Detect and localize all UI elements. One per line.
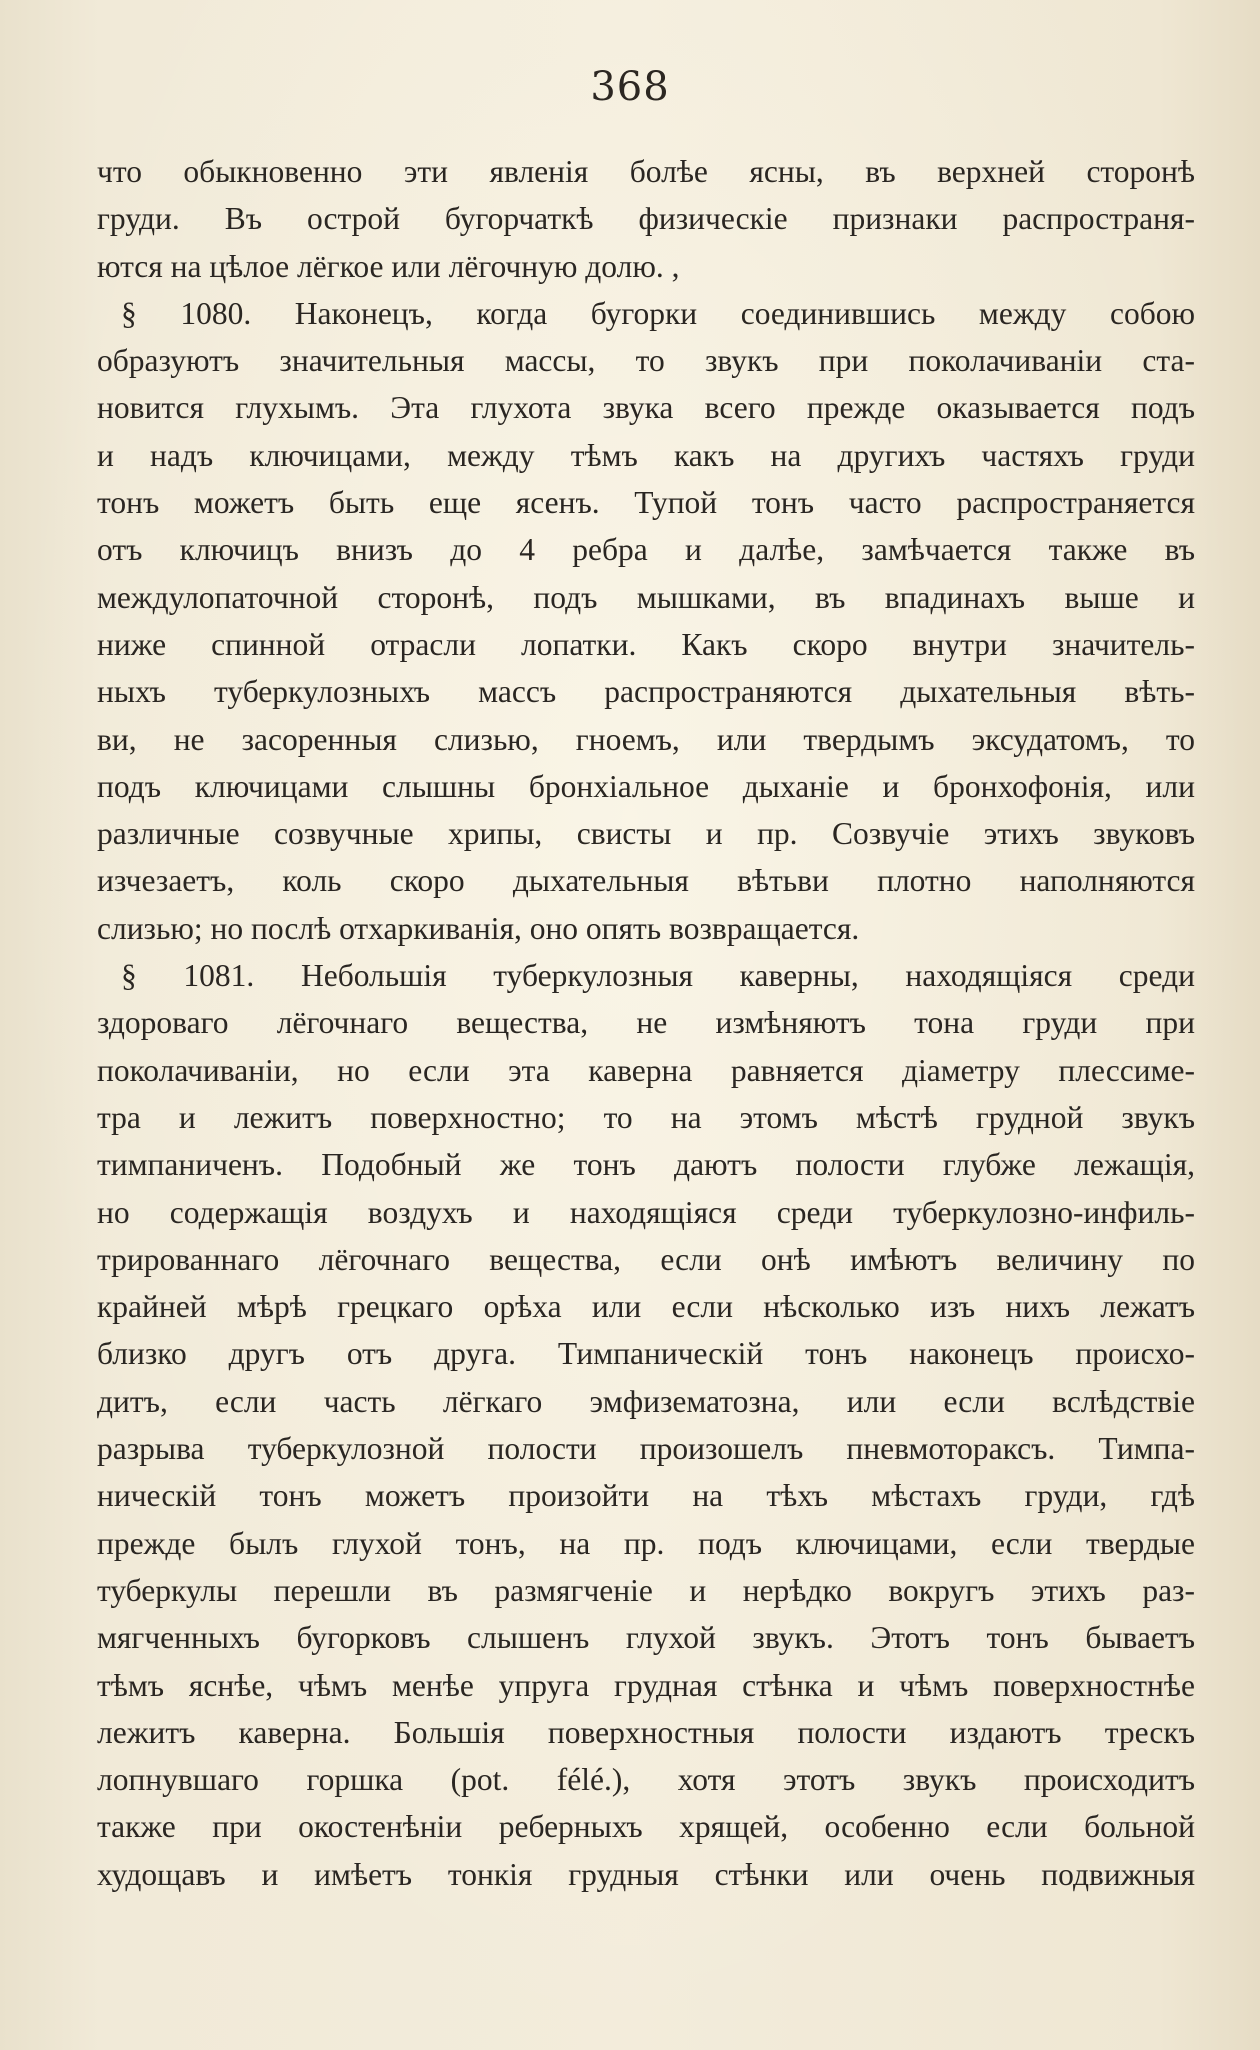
body-text	[97, 148, 1195, 1898]
text-line: различные созвучные хрипы, свисты и пр. Созвучіе этихъ звуковъ	[97, 816, 1195, 852]
text-line: лопнувшаго горшка (pot. félé.), хотя этотъ звукъ происходитъ	[97, 1762, 1195, 1798]
text-line: поколачиваніи, но если эта каверна равняется діаметру плессиме-	[97, 1052, 1195, 1088]
text-line: трированнаго лёгочнаго вещества, если онѣ имѣютъ величину по	[97, 1241, 1195, 1277]
text-line: но содержащія воздухъ и находящіяся среди туберкулозно-инфиль-	[97, 1194, 1195, 1230]
text-line: лежитъ каверна. Большія поверхностныя полости издаютъ трескъ	[97, 1714, 1195, 1750]
text-line: ническій тонъ можетъ произойти на тѣхъ мѣстахъ груди, гдѣ	[97, 1478, 1195, 1514]
text-line: ныхъ туберкулозныхъ массъ распространяются дыхательныя вѣть-	[97, 674, 1195, 710]
text-line: крайней мѣрѣ грецкаго орѣха или если нѣсколько изъ нихъ лежатъ	[97, 1289, 1195, 1325]
text-line: новится глухымъ. Эта глухота звука всего прежде оказывается подъ	[97, 390, 1195, 426]
text-line: дитъ, если часть лёгкаго эмфизематозна, или если вслѣдствіе	[97, 1383, 1195, 1419]
text-line: ви, не засоренныя слизью, гноемъ, или твердымъ эксудатомъ, то	[97, 721, 1195, 757]
text-line: также при окостенѣніи реберныхъ хрящей, особенно если больной	[97, 1809, 1195, 1845]
text-line: худощавъ и имѣетъ тонкія грудныя стѣнки или очень подвижныя	[97, 1856, 1195, 1892]
paragraph-start-1080: § 1080. Наконецъ, когда бугорки соединившись между собою	[121, 295, 1195, 331]
text-line: тѣмъ яснѣе, чѣмъ менѣе упруга грудная стѣнка и чѣмъ поверхностнѣе	[97, 1667, 1195, 1703]
text-line: тра и лежитъ поверхностно; то на этомъ мѣстѣ грудной звукъ	[97, 1099, 1195, 1135]
text-line: близко другъ отъ друга. Тимпаническій тонъ наконецъ происхо-	[97, 1336, 1195, 1372]
text-line: и надъ ключицами, между тѣмъ какъ на другихъ частяхъ груди	[97, 437, 1195, 473]
text-line: здороваго лёгочнаго вещества, не измѣняютъ тона груди при	[97, 1005, 1195, 1041]
text-line: груди. Въ острой бугорчаткѣ физическіе признаки распространя-	[97, 201, 1195, 237]
text-line: туберкулы перешли въ размягченіе и нерѣдко вокругъ этихъ раз-	[97, 1572, 1195, 1608]
text-line: тимпаниченъ. Подобный же тонъ даютъ полости глубже лежащія,	[97, 1147, 1195, 1183]
text-line: междулопаточной сторонѣ, подъ мышками, въ впадинахъ выше и	[97, 579, 1195, 615]
text-line: прежде былъ глухой тонъ, на пр. подъ ключицами, если твердые	[97, 1525, 1195, 1561]
page-number: 368	[590, 64, 670, 110]
text-line: отъ ключицъ внизъ до 4 ребра и далѣе, замѣчается также въ	[97, 532, 1195, 568]
text-line: мягченныхъ бугорковъ слышенъ глухой звукъ. Этотъ тонъ бываетъ	[97, 1620, 1195, 1656]
paragraph-start-1081: § 1081. Небольшія туберкулозныя каверны, находящіяся среди	[121, 958, 1195, 994]
text-line: изчезаетъ, коль скоро дыхательныя вѣтьви плотно наполняются	[97, 863, 1195, 899]
text-line: подъ ключицами слышны бронхіальное дыханіе и бронхофонія, или	[97, 768, 1195, 804]
text-line: что обыкновенно эти явленія болѣе ясны, въ верхней сторонѣ	[97, 154, 1195, 189]
text-line: ются на цѣлое лёгкое или лёгочную долю. ,	[97, 248, 680, 284]
text-line: слизью; но послѣ отхаркиванія, оно опять возвращается.	[97, 910, 860, 946]
text-line: разрыва туберкулозной полости произошелъ пневмотораксъ. Тимпа-	[97, 1431, 1195, 1467]
text-line: образуютъ значительныя массы, то звукъ при поколачиваніи ста-	[97, 343, 1195, 379]
text-line: тонъ можетъ быть еще ясенъ. Тупой тонъ часто распространяется	[97, 485, 1195, 521]
text-line: ниже спинной отрасли лопатки. Какъ скоро внутри значитель-	[97, 626, 1195, 662]
